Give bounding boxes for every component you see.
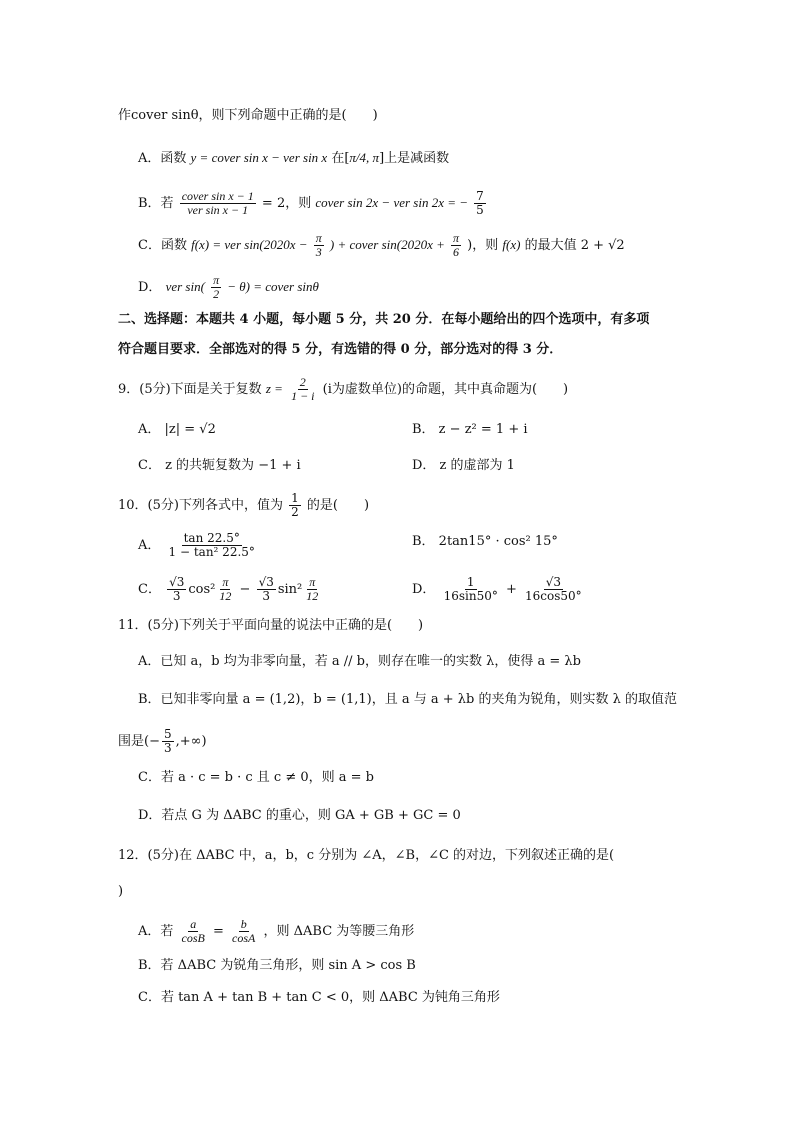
q11-stem: 11．(5分)下列关于平面向量的说法中正确的是( ) — [118, 618, 424, 633]
fraction: $\frac{7}{5}$ — [476, 189, 484, 217]
q8-option-d: D． ver sin( $\frac{\pi}{2}$ − θ) = cover sinθ — [138, 273, 319, 301]
q11-option-d: D．若点 G 为 ΔABC 的重心，则 GA + GB + GC = 0 — [138, 808, 461, 823]
q12-option-b: B．若 ΔABC 为锐角三角形，则 sin A > cos B — [138, 958, 416, 973]
q12-option-c: C．若 tan A + tan B + tan C < 0，则 ΔABC 为钝角三角形 — [138, 990, 500, 1005]
fraction: $\frac{√3}{3}$ — [258, 575, 274, 603]
fraction: $\frac{\pi}{2}$ — [213, 273, 220, 301]
fraction: $\frac{\pi}{3}$ — [315, 231, 322, 259]
q10-stem: 10．(5分)下列各式中，值为 $\frac{1}{2}$ 的是( ) — [118, 491, 370, 519]
q10-option-a: A． $\frac{\tan 22.5^\circ}{\text{1 − tan² 22.5°}}$ — [138, 531, 255, 559]
q12-stem-line2: ) — [118, 884, 124, 899]
fraction: $\frac{1}{2}$ — [291, 491, 299, 519]
fraction: $\frac{\tan 22.5^\circ}{\text{1 − tan² 22.5°}}$ — [168, 531, 255, 559]
fraction: $\frac{√3}{3}$ — [169, 575, 185, 603]
q10-option-c: C． $\frac{√3}{3}$ cos² $\frac{\pi}{12}$ − $\frac{√3}{3}$ sin² $\frac{\pi}{12}$ — [138, 575, 319, 603]
q8-option-b: B．若 $\frac{\text{cover sin x − 1}}{\text{ver sin x − 1}}$ = 2，则 cover sin 2x − ver sin 2x = − $\frac{7}{5}$ — [138, 189, 484, 217]
q12-stem-line1: 12．(5分)在 ΔABC 中，a，b，c 分别为 ∠A，∠B，∠C 的对边，下列叙述正确的是( — [118, 848, 615, 863]
q9-option-d: D． z 的虚部为 1 — [412, 458, 515, 473]
q9-option-c: C． z 的共轭复数为 −1 + i — [138, 458, 301, 473]
fraction: $\frac{\pi}{12}$ — [306, 575, 319, 603]
fraction: $\frac{\text{cover sin x − 1}}{\text{ver sin x − 1}}$ — [181, 189, 254, 217]
q11-option-b-line2: 围是(− $\frac{5}{3}$ ,+∞) — [118, 727, 207, 755]
intro-text: 作cover sinθ，则下列命题中正确的是( ) — [118, 108, 378, 123]
q9-stem: 9．(5分)下面是关于复数 z = $\frac{2}{1 - i}$ (i为虚数单位)的命题，其中真命题为( ) — [118, 375, 569, 403]
q11-option-b-line1: B．已知非零向量 a = (1,2)，b = (1,1)，且 a 与 a + λb 的夹角为锐角，则实数 λ 的取值范 — [138, 692, 677, 707]
q11-option-c: C．若 a · c = b · c 且 c ≠ 0，则 a = b — [138, 770, 374, 785]
q9-option-b: B． z − z² = 1 + i — [412, 422, 528, 437]
fraction: $\frac{5}{3}$ — [163, 727, 172, 755]
fraction: $\frac{√3}{16\cos 50^\circ}$ — [525, 575, 582, 603]
fraction: $\frac{\pi}{12}$ — [219, 575, 232, 603]
q9-option-a: A． |z| = √2 — [138, 422, 216, 437]
q10-option-d: D． $\frac{1}{16\sin 50^\circ}$ + $\frac{√3}{16\cos 50^\circ}$ — [412, 575, 582, 603]
fraction: $\frac{\pi}{6}$ — [453, 231, 460, 259]
fraction: $\frac{2}{1 - i}$ — [291, 375, 315, 403]
fraction: $\frac{b}{\cos A}$ — [232, 917, 256, 945]
q8-option-c: C．函数 f(x) = ver sin(2020x − $\frac{\pi}{3}$ ) + cover sin(2020x + $\frac{\pi}{6}$ )，则 f(x) 的最大值 2 + √2 — [138, 231, 625, 259]
q8-option-a: A．函数 y = cover sin x − ver sin x 在[π/4, π]上是减函数 — [138, 150, 450, 166]
q10-option-b: B． 2tan15° · cos² 15° — [412, 534, 558, 549]
section2-heading-line1: 二、选择题：本题共 4 小题，每小题 5 分，共 20 分．在每小题给出的四个选项中，有多项 — [118, 312, 650, 327]
fraction: $\frac{a}{\cos B}$ — [181, 917, 205, 945]
fraction: $\frac{1}{16\sin 50^\circ}$ — [443, 575, 498, 603]
q11-option-a: A．已知 a，b 均为非零向量，若 a // b，则存在唯一的实数 λ，使得 a = λb — [138, 654, 581, 669]
section2-heading-line2: 符合题目要求．全部选对的得 5 分，有选错的得 0 分，部分选对的得 3 分． — [118, 342, 563, 357]
q12-option-a: A．若 $\frac{a}{\cos B}$ = $\frac{b}{\cos A}$ ，则 ΔABC 为等腰三角形 — [138, 917, 415, 945]
